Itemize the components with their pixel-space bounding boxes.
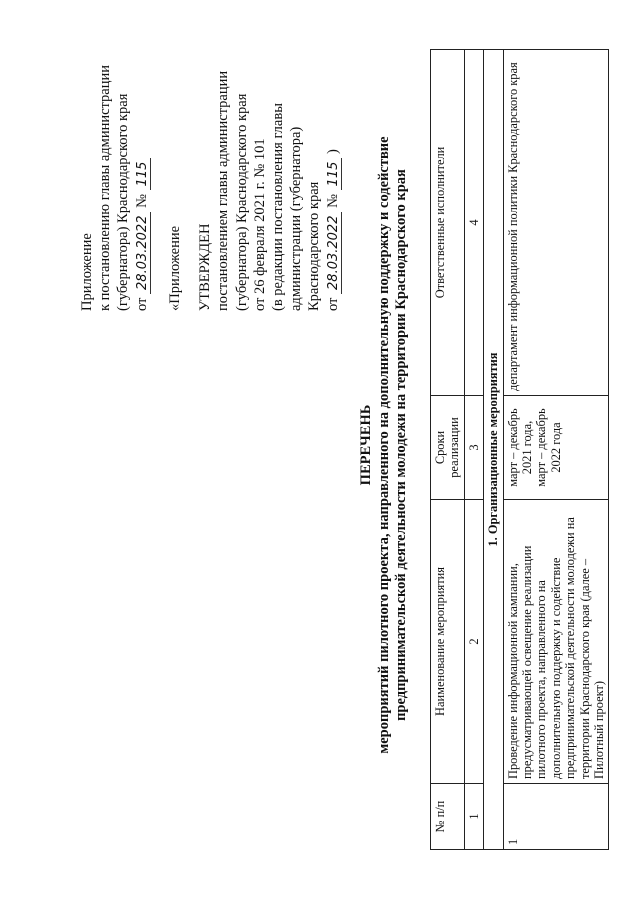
handwritten-number: 115 — [135, 158, 151, 191]
table-row — [503, 50, 609, 850]
row-measure: Проведение информационной кампании, предусматривающей освещение реализации пилотного проекта, направленного на дополнительную поддержку и содействие предпринимательской деятельности молодежи на территории Краснодарского края (далее – Пилотный проект) — [503, 500, 609, 784]
title-line-1: мероприятий пилотного проекта, направленного на дополнительную поддержку и содействие — [375, 136, 392, 754]
approved-block: «Приложение УТВЕРЖДЕН постановлением главы администрации (губернатора) Краснодарского края от 26 февраля 2021 г. № 101 (в редакции постановления главы администрации (губернатора) Краснодарского края от 28.03.2022 № 115 ) — [166, 71, 343, 311]
appendix-line-3: (губернатора) Краснодарского края — [115, 93, 132, 311]
section-title: 1. Организационные мероприятия — [484, 50, 503, 850]
approved-heading: УТВЕРЖДЕН — [197, 223, 214, 311]
handwritten-date: 28.03.2022 — [135, 212, 151, 294]
title-line-2: предпринимательской деятельности молодежи на территории Краснодарского края — [393, 169, 409, 721]
table-number-row: 1 2 3 4 — [464, 50, 483, 850]
appendix-line-1: Приложение — [79, 233, 95, 311]
handwritten-date: 28.03.2022 — [326, 212, 342, 294]
table-header-row — [431, 50, 465, 850]
table-section-row — [484, 50, 503, 850]
row-terms: март – декабрь 2021 года, март – декабрь 2022 года — [503, 396, 609, 500]
header-cell: Ответственные исполнители — [431, 50, 465, 396]
row-executor: департамент информационной политики Краснодарского края — [503, 50, 609, 396]
appendix-line-2: к постановлению главы администрации — [97, 64, 114, 311]
row-number: 1 — [503, 784, 609, 850]
handwritten-number: 115 — [326, 158, 342, 191]
header-cell: № п/п — [431, 784, 465, 850]
appendix-block — [78, 65, 152, 311]
header-cell: Сроки реализации — [431, 396, 465, 500]
measures-table — [430, 49, 609, 850]
document-title — [358, 45, 411, 845]
title-heading: ПЕРЕЧЕНЬ — [358, 404, 374, 486]
header-cell: Наименование мероприятия — [431, 500, 465, 784]
approved-prefix: «Приложение — [167, 225, 183, 311]
approved-date-line: от 28.03.2022 № 115 ) — [324, 149, 341, 311]
appendix-date-line: от 28.03.2022 № 115 — [133, 65, 152, 311]
